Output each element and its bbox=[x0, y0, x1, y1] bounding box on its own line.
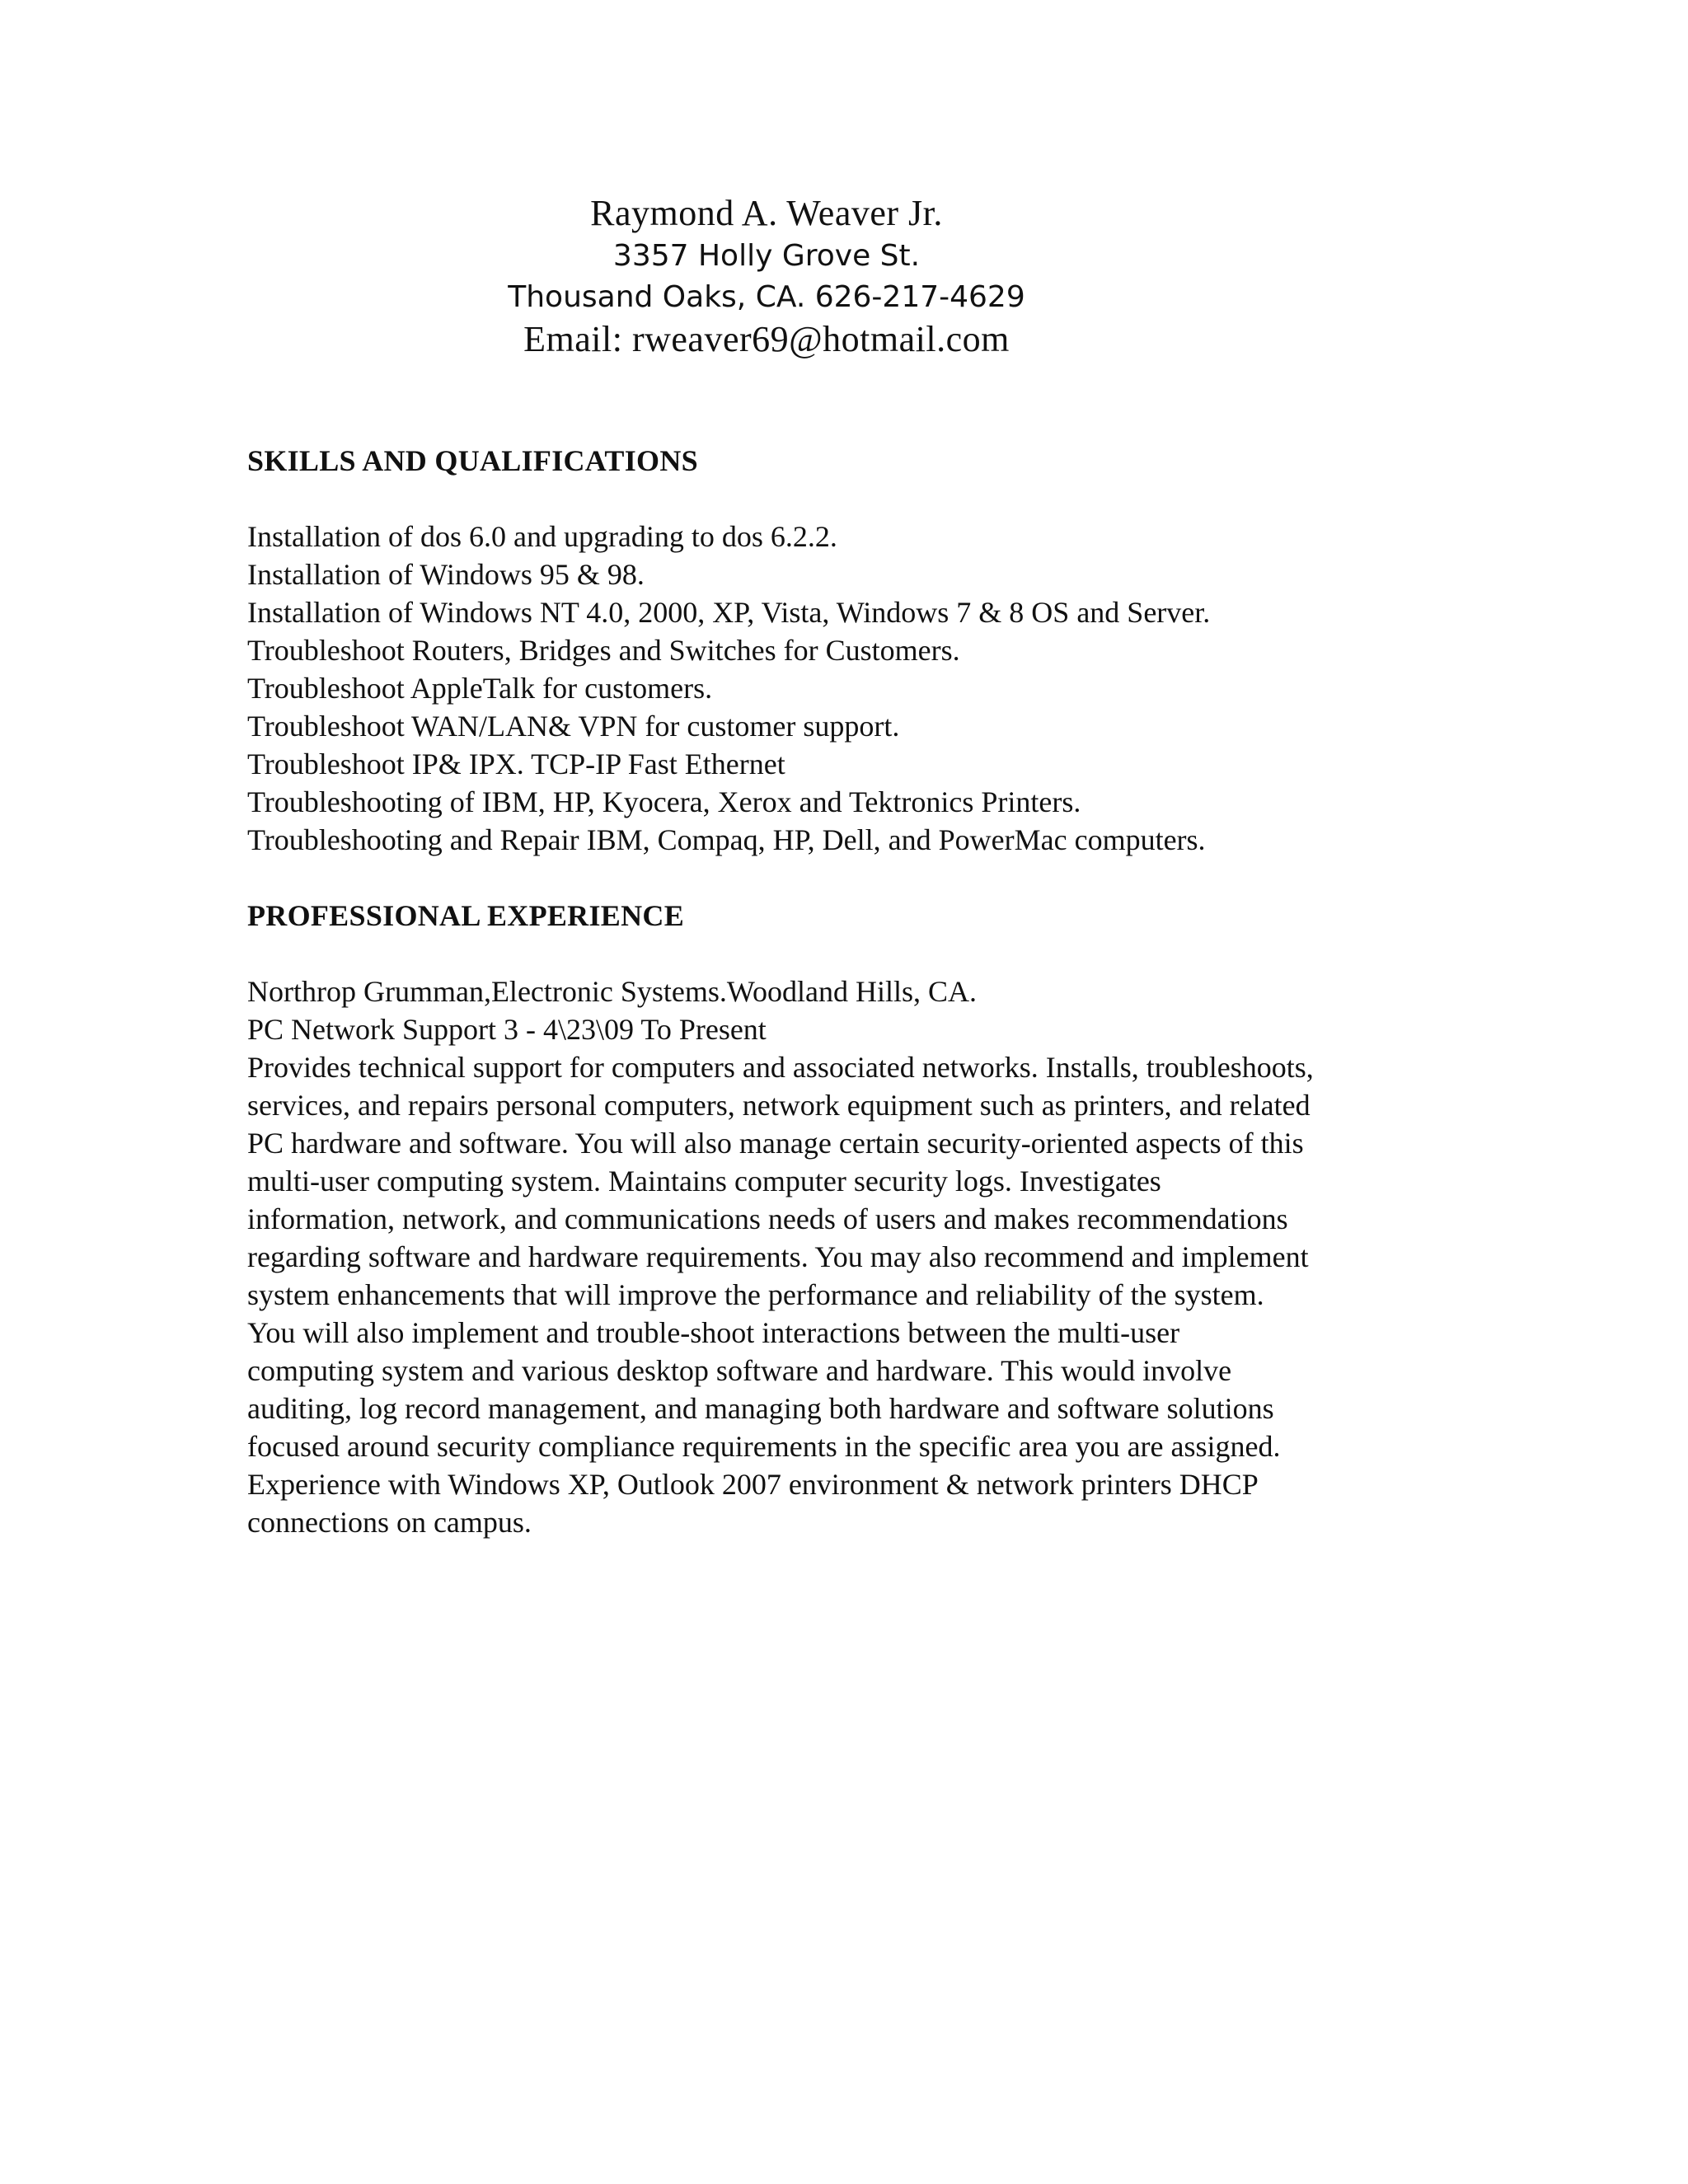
applicant-name: Raymond A. Weaver Jr. bbox=[590, 193, 943, 233]
description-line: information, network, and communications needs of users and makes recommendations bbox=[247, 1202, 1288, 1235]
skill-item: Troubleshoot IP& IPX. TCP-IP Fast Ethernet bbox=[247, 748, 785, 780]
skill-item: Troubleshooting and Repair IBM, Compaq, HP, Dell, and PowerMac computers. bbox=[247, 823, 1206, 856]
resume-body bbox=[247, 442, 1434, 1541]
description-line: auditing, log record management, and managing both hardware and software solutions bbox=[247, 1392, 1274, 1425]
description-line: connections on campus. bbox=[247, 1506, 532, 1539]
skill-item: Troubleshoot AppleTalk for customers. bbox=[247, 672, 713, 705]
skill-item: Installation of Windows 95 & 98. bbox=[247, 558, 645, 591]
city-phone: Thousand Oaks, CA. 626-217-4629 bbox=[508, 280, 1025, 314]
section-spacer bbox=[247, 935, 1434, 972]
description-line: regarding software and hardware requirements. You may also recommend and implement bbox=[247, 1240, 1309, 1273]
section-spacer bbox=[247, 859, 1434, 897]
description-line: services, and repairs personal computers, network equipment such as printers, and related bbox=[247, 1089, 1311, 1122]
skill-item: Installation of dos 6.0 and upgrading to dos 6.2.2. bbox=[247, 520, 837, 553]
skill-item: Troubleshooting of IBM, HP, Kyocera, Xerox and Tektronics Printers. bbox=[247, 785, 1081, 818]
experience-section-title: PROFESSIONAL EXPERIENCE bbox=[247, 899, 685, 932]
skills-section-title: SKILLS AND QUALIFICATIONS bbox=[247, 444, 698, 477]
skills-list bbox=[247, 518, 1434, 859]
skill-item: Troubleshoot WAN/LAN& VPN for customer support. bbox=[247, 710, 900, 743]
job-description bbox=[247, 1048, 1434, 1541]
description-line: focused around security compliance requirements in the specific area you are assigned. bbox=[247, 1430, 1281, 1463]
description-line: PC hardware and software. You will also manage certain security-oriented aspects of this bbox=[247, 1127, 1304, 1160]
description-line: You will also implement and trouble-shoot interactions between the multi-user bbox=[247, 1316, 1180, 1349]
description-line: multi-user computing system. Maintains computer security logs. Investigates bbox=[247, 1165, 1161, 1197]
description-line: Provides technical support for computers and associated networks. Installs, troubleshoots, bbox=[247, 1051, 1314, 1084]
employer-line: Northrop Grumman,Electronic Systems.Woodland Hills, CA. bbox=[247, 975, 977, 1008]
description-line: Experience with Windows XP, Outlook 2007 environment & network printers DHCP bbox=[247, 1468, 1259, 1501]
street-address: 3357 Holly Grove St. bbox=[612, 239, 921, 273]
email-address: Email: rweaver69@hotmail.com bbox=[523, 319, 1010, 359]
skill-item: Installation of Windows NT 4.0, 2000, XP, Vista, Windows 7 & 8 OS and Server. bbox=[247, 596, 1211, 629]
position-line: PC Network Support 3 - 4\23\09 To Present bbox=[247, 1013, 767, 1046]
description-line: system enhancements that will improve the performance and reliability of the system. bbox=[247, 1278, 1264, 1311]
description-line: computing system and various desktop software and hardware. This would involve bbox=[247, 1354, 1232, 1387]
skill-item: Troubleshoot Routers, Bridges and Switches for Customers. bbox=[247, 634, 960, 667]
resume-header bbox=[0, 191, 1533, 361]
